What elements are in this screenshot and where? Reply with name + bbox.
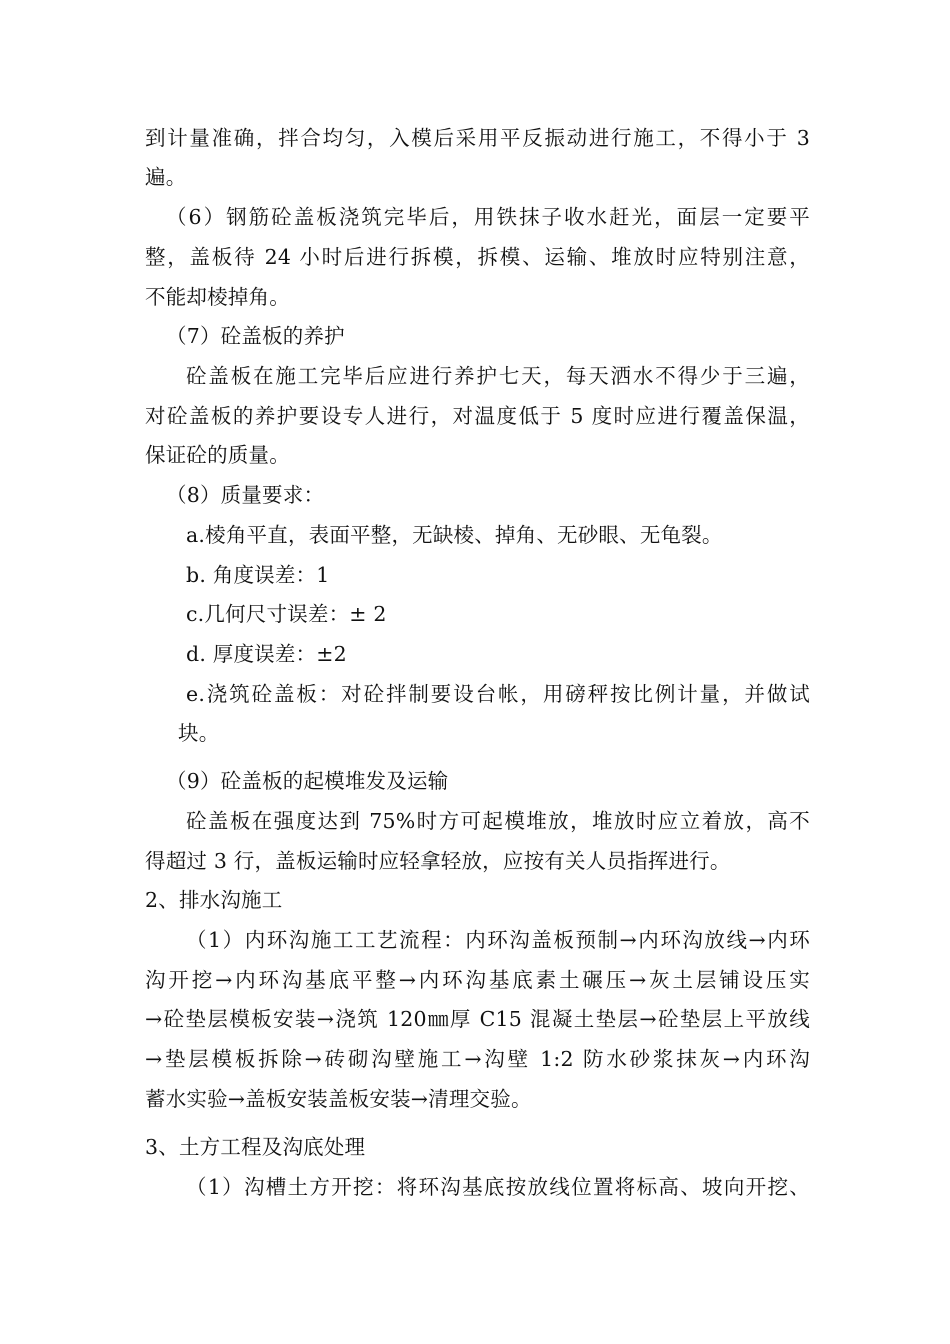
text-line: 蓄水实验→盖板安装盖板安装→清理交验。: [145, 1087, 532, 1111]
text-line: （1）内环沟施工工艺流程：内环沟盖板预制→内环沟放线→内环: [186, 928, 810, 952]
text-line: （1）沟槽土方开挖：将环沟基底按放线位置将标高、坡向开挖、: [186, 1175, 810, 1199]
text-line: →垫层模板拆除→砖砌沟壁施工→沟壁 1:2 防水砂浆抹灰→内环沟: [145, 1047, 810, 1071]
text-line: →砼垫层模板安装→浇筑 120㎜厚 C15 混凝土垫层→砼垫层上平放线: [145, 1007, 810, 1031]
text-line: 砼盖板在施工完毕后应进行养护七天，每天洒水不得少于三遍，: [186, 364, 810, 388]
text-line: 保证砼的质量。: [145, 443, 290, 467]
text-line: 块。: [178, 721, 220, 745]
section-heading: 3、土方工程及沟底处理: [145, 1135, 366, 1159]
list-item: c.几何尺寸误差：± 2: [186, 602, 387, 626]
text-line: 对砼盖板的养护要设专人进行，对温度低于 5 度时应进行覆盖保温，: [145, 404, 810, 428]
text-line: 得超过 3 行，盖板运输时应轻拿轻放，应按有关人员指挥进行。: [145, 849, 731, 873]
list-item: e.浇筑砼盖板：对砼拌制要设台帐，用磅秤按比例计量，并做试: [186, 682, 810, 706]
text-line: 不能却棱掉角。: [145, 285, 290, 309]
list-item: d. 厚度误差：±2: [186, 642, 347, 666]
list-item: a.棱角平直，表面平整，无缺棱、掉角、无砂眼、无龟裂。: [186, 523, 723, 547]
section-heading: （9）砼盖板的起模堆发及运输: [166, 769, 449, 793]
text-line: 整，盖板待 24 小时后进行拆模，拆模、运输、堆放时应特别注意，: [145, 245, 810, 269]
list-item: b. 角度误差：1: [186, 563, 330, 587]
text-line: 砼盖板在强度达到 75%时方可起模堆放，堆放时应立着放，高不: [186, 809, 810, 833]
text-line: （6）钢筋砼盖板浇筑完毕后，用铁抹子收水赶光，面层一定要平: [166, 205, 810, 229]
section-heading: 2、排水沟施工: [145, 888, 283, 912]
text-line: 沟开挖→内环沟基底平整→内环沟基底素土碾压→灰土层铺设压实: [145, 968, 810, 992]
text-line: 到计量准确，拌合均匀，入模后采用平反振动进行施工，不得小于 3: [145, 126, 810, 150]
section-heading: （7）砼盖板的养护: [166, 324, 345, 348]
text-line: 遍。: [145, 165, 187, 189]
section-heading: （8）质量要求：: [166, 483, 325, 507]
